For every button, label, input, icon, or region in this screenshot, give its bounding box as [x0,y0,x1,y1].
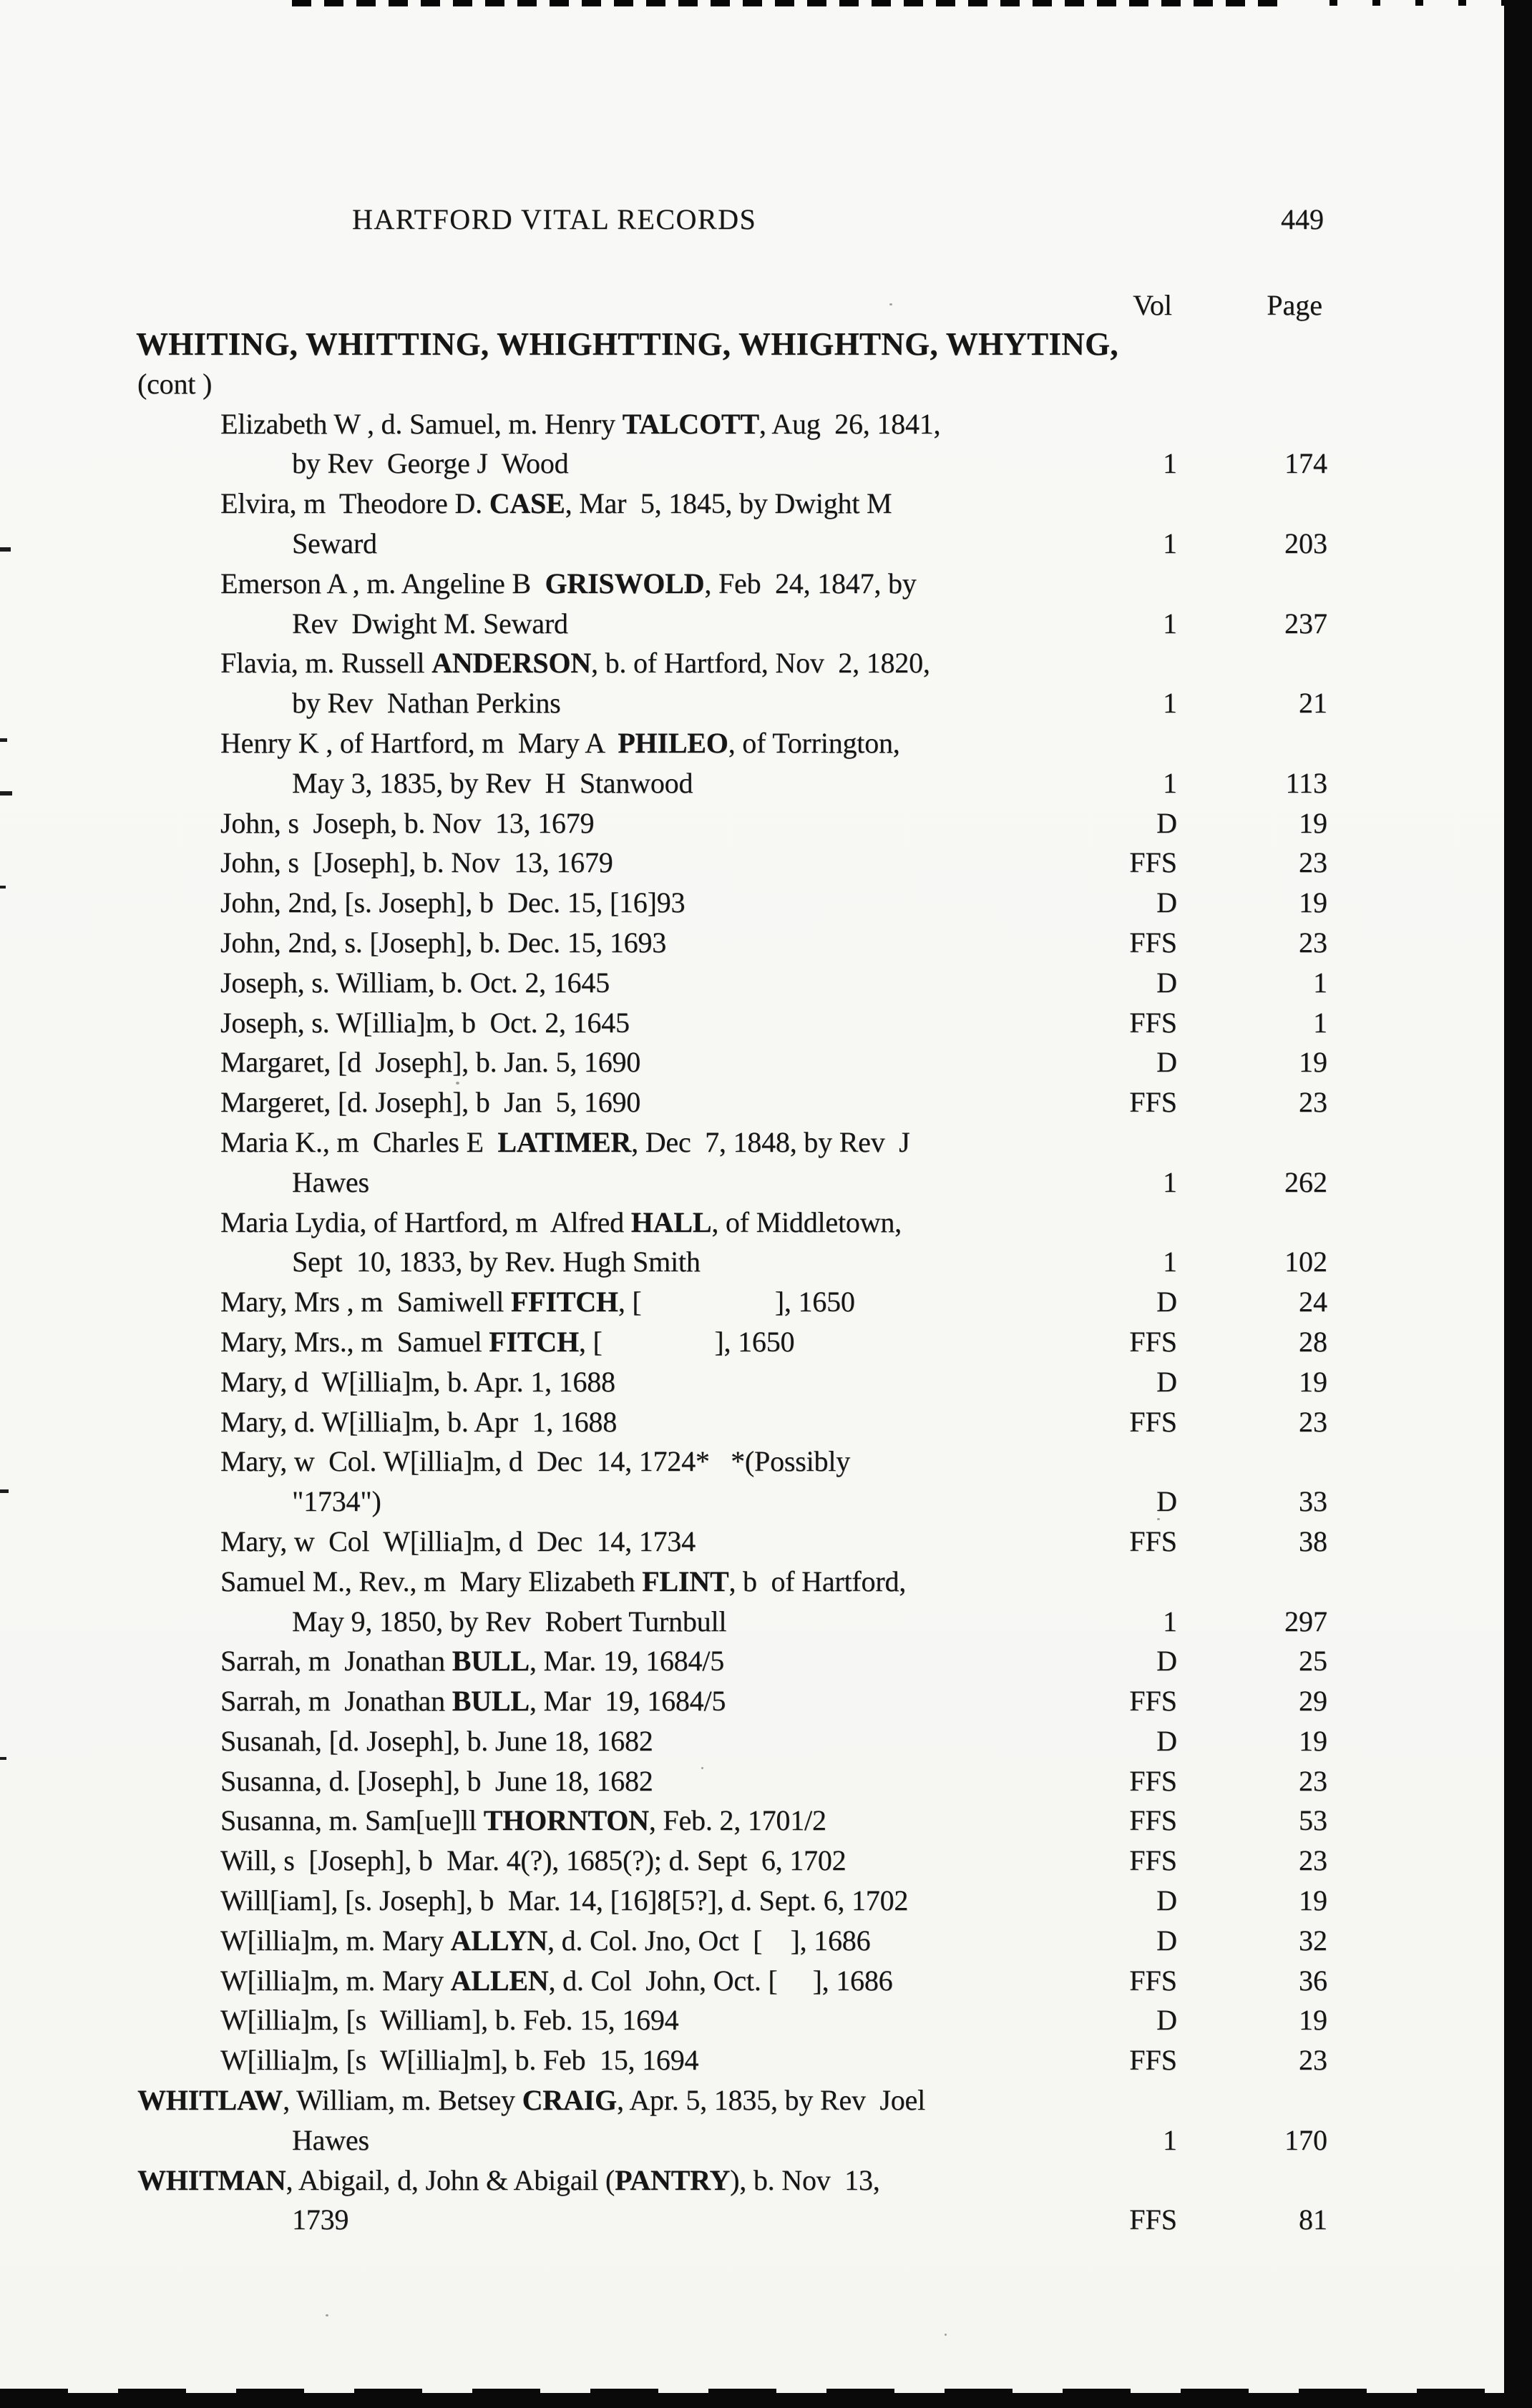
record-row [0,685,1532,725]
record-line [292,1164,369,1201]
record-text: ), b. Nov 13, [730,2163,880,2196]
page-ref-cell: 23 [1299,846,1327,879]
record-line [220,1962,892,2000]
record-line [136,326,1118,363]
record-row [0,1683,1532,1723]
record-line [220,964,610,1002]
record-text: by Rev George J Wood [292,447,569,480]
record-row [0,2162,1532,2202]
record-text: Sarrah, m Jonathan [220,1645,452,1678]
vol-cell: D [1156,1924,1177,1957]
record-text: , Mar 5, 1845, by Dwight M [565,487,892,520]
vol-cell: FFS [1129,846,1177,879]
record-text: , b of Hartford, [728,1565,907,1597]
record-text: , b. of Hartford, Nov 2, 1820, [590,647,930,680]
records-list [0,326,1532,2241]
record-text: , Aug 26, 1841, [758,407,941,440]
record-line [220,1763,653,1800]
scan-speck [326,2314,328,2316]
record-line [220,406,940,443]
record-row [0,1643,1532,1683]
page-ref-cell: 24 [1299,1286,1327,1318]
record-row [0,1243,1532,1283]
record-line [220,1922,870,1959]
record-text: Hawes [292,1165,369,1198]
record-row [0,1164,1532,1204]
page-ref-cell: 1 [1313,966,1327,999]
record-line [220,2042,698,2079]
record-text: , William, m. Betsey [283,2084,522,2117]
record-text: , Feb. 2, 1701/2 [648,1804,826,1837]
record-text: Will, s [Joseph], b Mar. 4(?), 1685(?); d. Sept 6, 1702 [220,1844,846,1877]
record-text: by Rev Nathan Perkins [292,687,561,720]
record-line [220,1523,696,1560]
record-line [220,1882,908,1919]
page-ref-cell: 28 [1299,1325,1327,1358]
record-text: Mary, Mrs , m Samiwell [220,1286,511,1318]
record-text: Joseph, s. W[illia]m, b Oct. 2, 1645 [220,1006,630,1039]
page-ref-cell: 38 [1299,1524,1327,1557]
record-line [292,1483,381,1520]
page-ref-cell: 81 [1299,2203,1327,2236]
record-text: Maria K., m Charles E [220,1125,498,1158]
page-ref-cell: 203 [1284,527,1327,559]
record-text: , d. Col. Jno, Oct [ ], 1686 [547,1924,871,1957]
vol-cell: FFS [1129,1006,1177,1039]
record-line [220,1084,640,1121]
record-line [220,1683,726,1720]
record-line [220,485,892,522]
page-ref-cell: 19 [1299,1884,1327,1917]
record-row [0,1204,1532,1244]
record-row [0,964,1532,1004]
page-number: 449 [1281,203,1324,235]
record-text: Maria Lydia, of Hartford, m Alfred [220,1205,631,1238]
record-line [292,765,693,802]
scan-artifact-bottom-bar [0,2393,1532,2408]
record-row [0,1283,1532,1323]
record-text: John, 2nd, [s. Joseph], b Dec. 15, [16]93 [220,886,686,919]
record-text: Mary, d W[illia]m, b. Apr. 1, 1688 [220,1365,615,1398]
record-text: Joseph, s. William, b. Oct. 2, 1645 [220,966,610,999]
vol-cell: 1 [1163,766,1177,799]
vol-cell: 1 [1163,1245,1177,1278]
page-ref-cell: 19 [1299,1046,1327,1079]
record-line [220,1323,794,1361]
record-row [0,2201,1532,2241]
page-ref-cell: 23 [1299,926,1327,959]
record-line [292,2201,348,2238]
record-row [0,1084,1532,1124]
surname-bold-text: THORNTON [483,1804,649,1837]
record-line [220,645,930,682]
record-row [0,1523,1532,1563]
record-line [137,366,212,403]
page-ref-cell: 19 [1299,886,1327,919]
page-ref-cell: 53 [1299,1804,1327,1837]
vol-cell: D [1156,1046,1177,1079]
vol-cell: FFS [1129,2044,1177,2077]
record-row [0,2082,1532,2122]
record-line [220,565,917,602]
record-text: John, 2nd, s. [Joseph], b. Dec. 15, 1693 [220,926,667,959]
record-line [220,1204,902,1241]
record-text: Margeret, [d. Joseph], b Jan 5, 1690 [220,1086,641,1119]
record-text: (cont ) [137,367,213,400]
vol-cell: 1 [1163,2123,1177,2156]
record-text: Seward [292,527,377,559]
page-ref-cell: 174 [1284,447,1327,480]
record-text: Susanna, d. [Joseph], b June 18, 1682 [220,1764,653,1797]
record-row [0,1802,1532,1842]
record-text: W[illia]m, m. Mary [220,1964,451,1997]
record-line [137,2082,925,2119]
page-ref-cell: 25 [1299,1645,1327,1678]
surname-bold-text: WHITING, WHITTING, WHIGHTTING, WHIGHTNG, WHYTING, [136,326,1118,362]
vol-cell: FFS [1129,1325,1177,1358]
vol-cell: D [1156,886,1177,919]
record-text: Will[iam], [s. Joseph], b Mar. 14, [16]8[5?], d. Sept. 6, 1702 [220,1884,909,1917]
page-ref-cell: 19 [1299,806,1327,839]
record-text: Rev Dwight M. Seward [292,607,568,640]
vol-cell: FFS [1129,926,1177,959]
record-line [292,525,377,562]
scan-speck [945,2334,947,2336]
vol-cell: 1 [1163,607,1177,640]
record-row [0,1044,1532,1084]
record-line [220,1364,615,1401]
page-ref-cell: 36 [1299,1964,1327,1997]
record-line [292,445,568,482]
record-row [0,1404,1532,1444]
surname-bold-text: FFITCH [510,1286,618,1318]
record-row [0,725,1532,765]
record-text: W[illia]m, [s W[illia]m], b. Feb 15, 1694 [220,2044,699,2077]
page-ref-cell: 23 [1299,2044,1327,2077]
record-line [292,605,568,642]
page-ref-cell: 33 [1299,1485,1327,1518]
record-text: , Abigail, d, John & Abigail ( [286,2163,615,2196]
record-row [0,1323,1532,1364]
vol-cell: D [1156,1884,1177,1917]
record-row [0,1483,1532,1523]
record-row [0,1004,1532,1044]
record-text: , [ ], 1650 [578,1325,795,1358]
record-text: 1739 [292,2203,349,2236]
record-row [0,605,1532,645]
page-ref-cell: 297 [1284,1605,1327,1638]
record-row [0,366,1532,406]
surname-bold-text: BULL [452,1685,530,1718]
record-line [220,1643,724,1680]
record-text: May 9, 1850, by Rev Robert Turnbull [292,1605,727,1638]
surname-bold-text: PHILEO [618,726,728,759]
record-row [0,844,1532,884]
record-line [220,884,685,921]
page-ref-cell: 32 [1299,1924,1327,1957]
record-text: , d. Col John, Oct. [ ], 1686 [548,1964,893,1997]
record-text: Susanna, m. Sam[ue]ll [220,1804,484,1837]
record-line [137,2162,880,2199]
record-line [220,1802,826,1839]
surname-bold-text: TALCOTT [622,407,759,440]
record-text: , of Middletown, [711,1205,902,1238]
record-row [0,645,1532,685]
record-text: , Feb 24, 1847, by [704,567,917,599]
record-row [0,2002,1532,2042]
record-line [220,1044,640,1081]
vol-cell: D [1156,1365,1177,1398]
surname-bold-text: ALLEN [450,1964,549,1997]
record-line [220,1443,850,1480]
record-text: Mary, w Col. W[illia]m, d Dec 14, 1724* *(Possibly [220,1445,851,1478]
vol-cell: FFS [1129,1964,1177,1997]
vol-cell: D [1156,1485,1177,1518]
vol-cell: 1 [1163,687,1177,720]
record-row [0,525,1532,565]
record-line [220,1723,653,1760]
record-text: May 3, 1835, by Rev H Stanwood [292,766,693,799]
record-row [0,1603,1532,1643]
vol-cell: D [1156,1724,1177,1757]
record-line [292,1603,726,1640]
record-row [0,1563,1532,1603]
page-ref-cell: 23 [1299,1764,1327,1797]
surname-bold-text: BULL [452,1645,530,1678]
record-row [0,805,1532,845]
record-text: "1734") [292,1485,381,1518]
record-row [0,2122,1532,2162]
vol-cell: D [1156,1286,1177,1318]
record-row [0,485,1532,525]
page-ref-cell: 113 [1285,766,1327,799]
vol-cell: FFS [1129,1764,1177,1797]
surname-bold-text: CRAIG [522,2084,617,2117]
record-row [0,1364,1532,1404]
surname-bold-text: PANTRY [615,2163,731,2196]
record-text: Samuel M., Rev., m Mary Elizabeth [220,1565,643,1597]
page-title: HARTFORD VITAL RECORDS [352,203,757,235]
vol-cell: 1 [1163,1605,1177,1638]
record-text: Elizabeth W , d. Samuel, m. Henry [220,407,623,440]
record-line [220,844,613,881]
page-ref-cell: 29 [1299,1685,1327,1718]
vol-cell: 1 [1163,447,1177,480]
record-row [0,924,1532,964]
record-text: W[illia]m, m. Mary [220,1924,451,1957]
record-text: , Dec 7, 1848, by Rev J [631,1125,910,1158]
record-line [220,1404,617,1441]
vol-cell: D [1156,1645,1177,1678]
surname-bold-text: GRISWOLD [545,567,705,599]
record-text: , Apr. 5, 1835, by Rev Joel [616,2084,926,2117]
record-row [0,1922,1532,1962]
record-text: Flavia, m. Russell [220,647,432,680]
page-ref-cell: 262 [1284,1165,1327,1198]
record-text: , [ ], 1650 [618,1286,855,1318]
page-ref-cell: 170 [1284,2123,1327,2156]
record-text: Henry K , of Hartford, m Mary A [220,726,618,759]
record-line [220,725,900,762]
surname-bold-text: FITCH [489,1325,579,1358]
vol-cell: FFS [1129,1844,1177,1877]
record-line [220,1842,846,1879]
vol-cell: D [1156,806,1177,839]
vol-cell: FFS [1129,1086,1177,1119]
page-ref-cell: 23 [1299,1844,1327,1877]
record-row [0,765,1532,805]
page-ref-cell: 21 [1299,687,1327,720]
record-line [292,685,561,722]
vol-cell: FFS [1129,1405,1177,1438]
record-row [0,1723,1532,1763]
vol-cell: 1 [1163,1165,1177,1198]
record-line [292,1243,701,1281]
surname-bold-text: HALL [630,1205,712,1238]
record-row [0,326,1532,366]
surname-bold-text: ANDERSON [431,647,591,680]
record-row [0,1882,1532,1922]
record-text: , Mar. 19, 1684/5 [529,1645,724,1678]
page-ref-cell: 23 [1299,1405,1327,1438]
record-row [0,445,1532,485]
record-row [0,1962,1532,2002]
vol-cell: D [1156,966,1177,999]
surname-bold-text: WHITMAN [137,2163,286,2196]
record-text: W[illia]m, [s William], b. Feb. 15, 1694 [220,2004,679,2037]
vol-cell: FFS [1129,1804,1177,1837]
record-row [0,1763,1532,1803]
record-text: Elvira, m Theodore D. [220,487,489,520]
vol-cell: FFS [1129,2203,1177,2236]
page-ref-cell: 19 [1299,2004,1327,2037]
page-ref-cell: 19 [1299,1365,1327,1398]
record-text: Sept 10, 1833, by Rev. Hugh Smith [292,1245,701,1278]
record-text: Mary, d. W[illia]m, b. Apr 1, 1688 [220,1405,618,1438]
record-row [0,565,1532,605]
record-row [0,1443,1532,1483]
record-text: , of Torrington, [728,726,900,759]
record-text: Margaret, [d Joseph], b. Jan. 5, 1690 [220,1046,641,1079]
page-ref-cell: 19 [1299,1724,1327,1757]
record-line [220,1563,906,1600]
record-text: John, s [Joseph], b. Nov 13, 1679 [220,846,613,879]
vol-cell: FFS [1129,1685,1177,1718]
record-line [220,1004,630,1042]
surname-bold-text: LATIMER [497,1125,632,1158]
record-row [0,1842,1532,1882]
scan-artifact-top-dashes [292,0,1288,6]
page-ref-cell: 1 [1313,1006,1327,1039]
vol-cell: D [1156,2004,1177,2037]
record-text: Emerson A , m. Angeline B [220,567,545,599]
scan-speck [889,303,892,305]
page-ref-cell: 237 [1284,607,1327,640]
record-line [220,1283,855,1321]
record-row [0,884,1532,924]
record-text: Hawes [292,2123,369,2156]
record-text: Mary, w Col W[illia]m, d Dec 14, 1734 [220,1524,696,1557]
record-line [220,2002,678,2039]
record-text: Sarrah, m Jonathan [220,1685,452,1718]
record-text: , Mar 19, 1684/5 [529,1685,726,1718]
column-header-vol: Vol [1133,289,1172,321]
vol-cell: 1 [1163,527,1177,559]
record-line [292,2122,369,2159]
record-text: Mary, Mrs., m Samuel [220,1325,489,1358]
vol-cell: FFS [1129,1524,1177,1557]
page-ref-cell: 102 [1284,1245,1327,1278]
surname-bold-text: CASE [489,487,565,520]
column-header-page: Page [1267,289,1322,321]
surname-bold-text: ALLYN [450,1924,548,1957]
record-line [220,1124,910,1161]
record-row [0,1124,1532,1164]
page-ref-cell: 23 [1299,1086,1327,1119]
record-text: John, s Joseph, b. Nov 13, 1679 [220,806,595,839]
record-text: Susanah, [d. Joseph], b. June 18, 1682 [220,1724,653,1757]
surname-bold-text: FLINT [642,1565,729,1597]
scan-artifact-top-dashes-right [1329,0,1532,6]
record-line [220,924,666,961]
surname-bold-text: WHITLAW [137,2084,283,2117]
record-row [0,2042,1532,2082]
record-row [0,406,1532,446]
record-line [220,805,594,842]
